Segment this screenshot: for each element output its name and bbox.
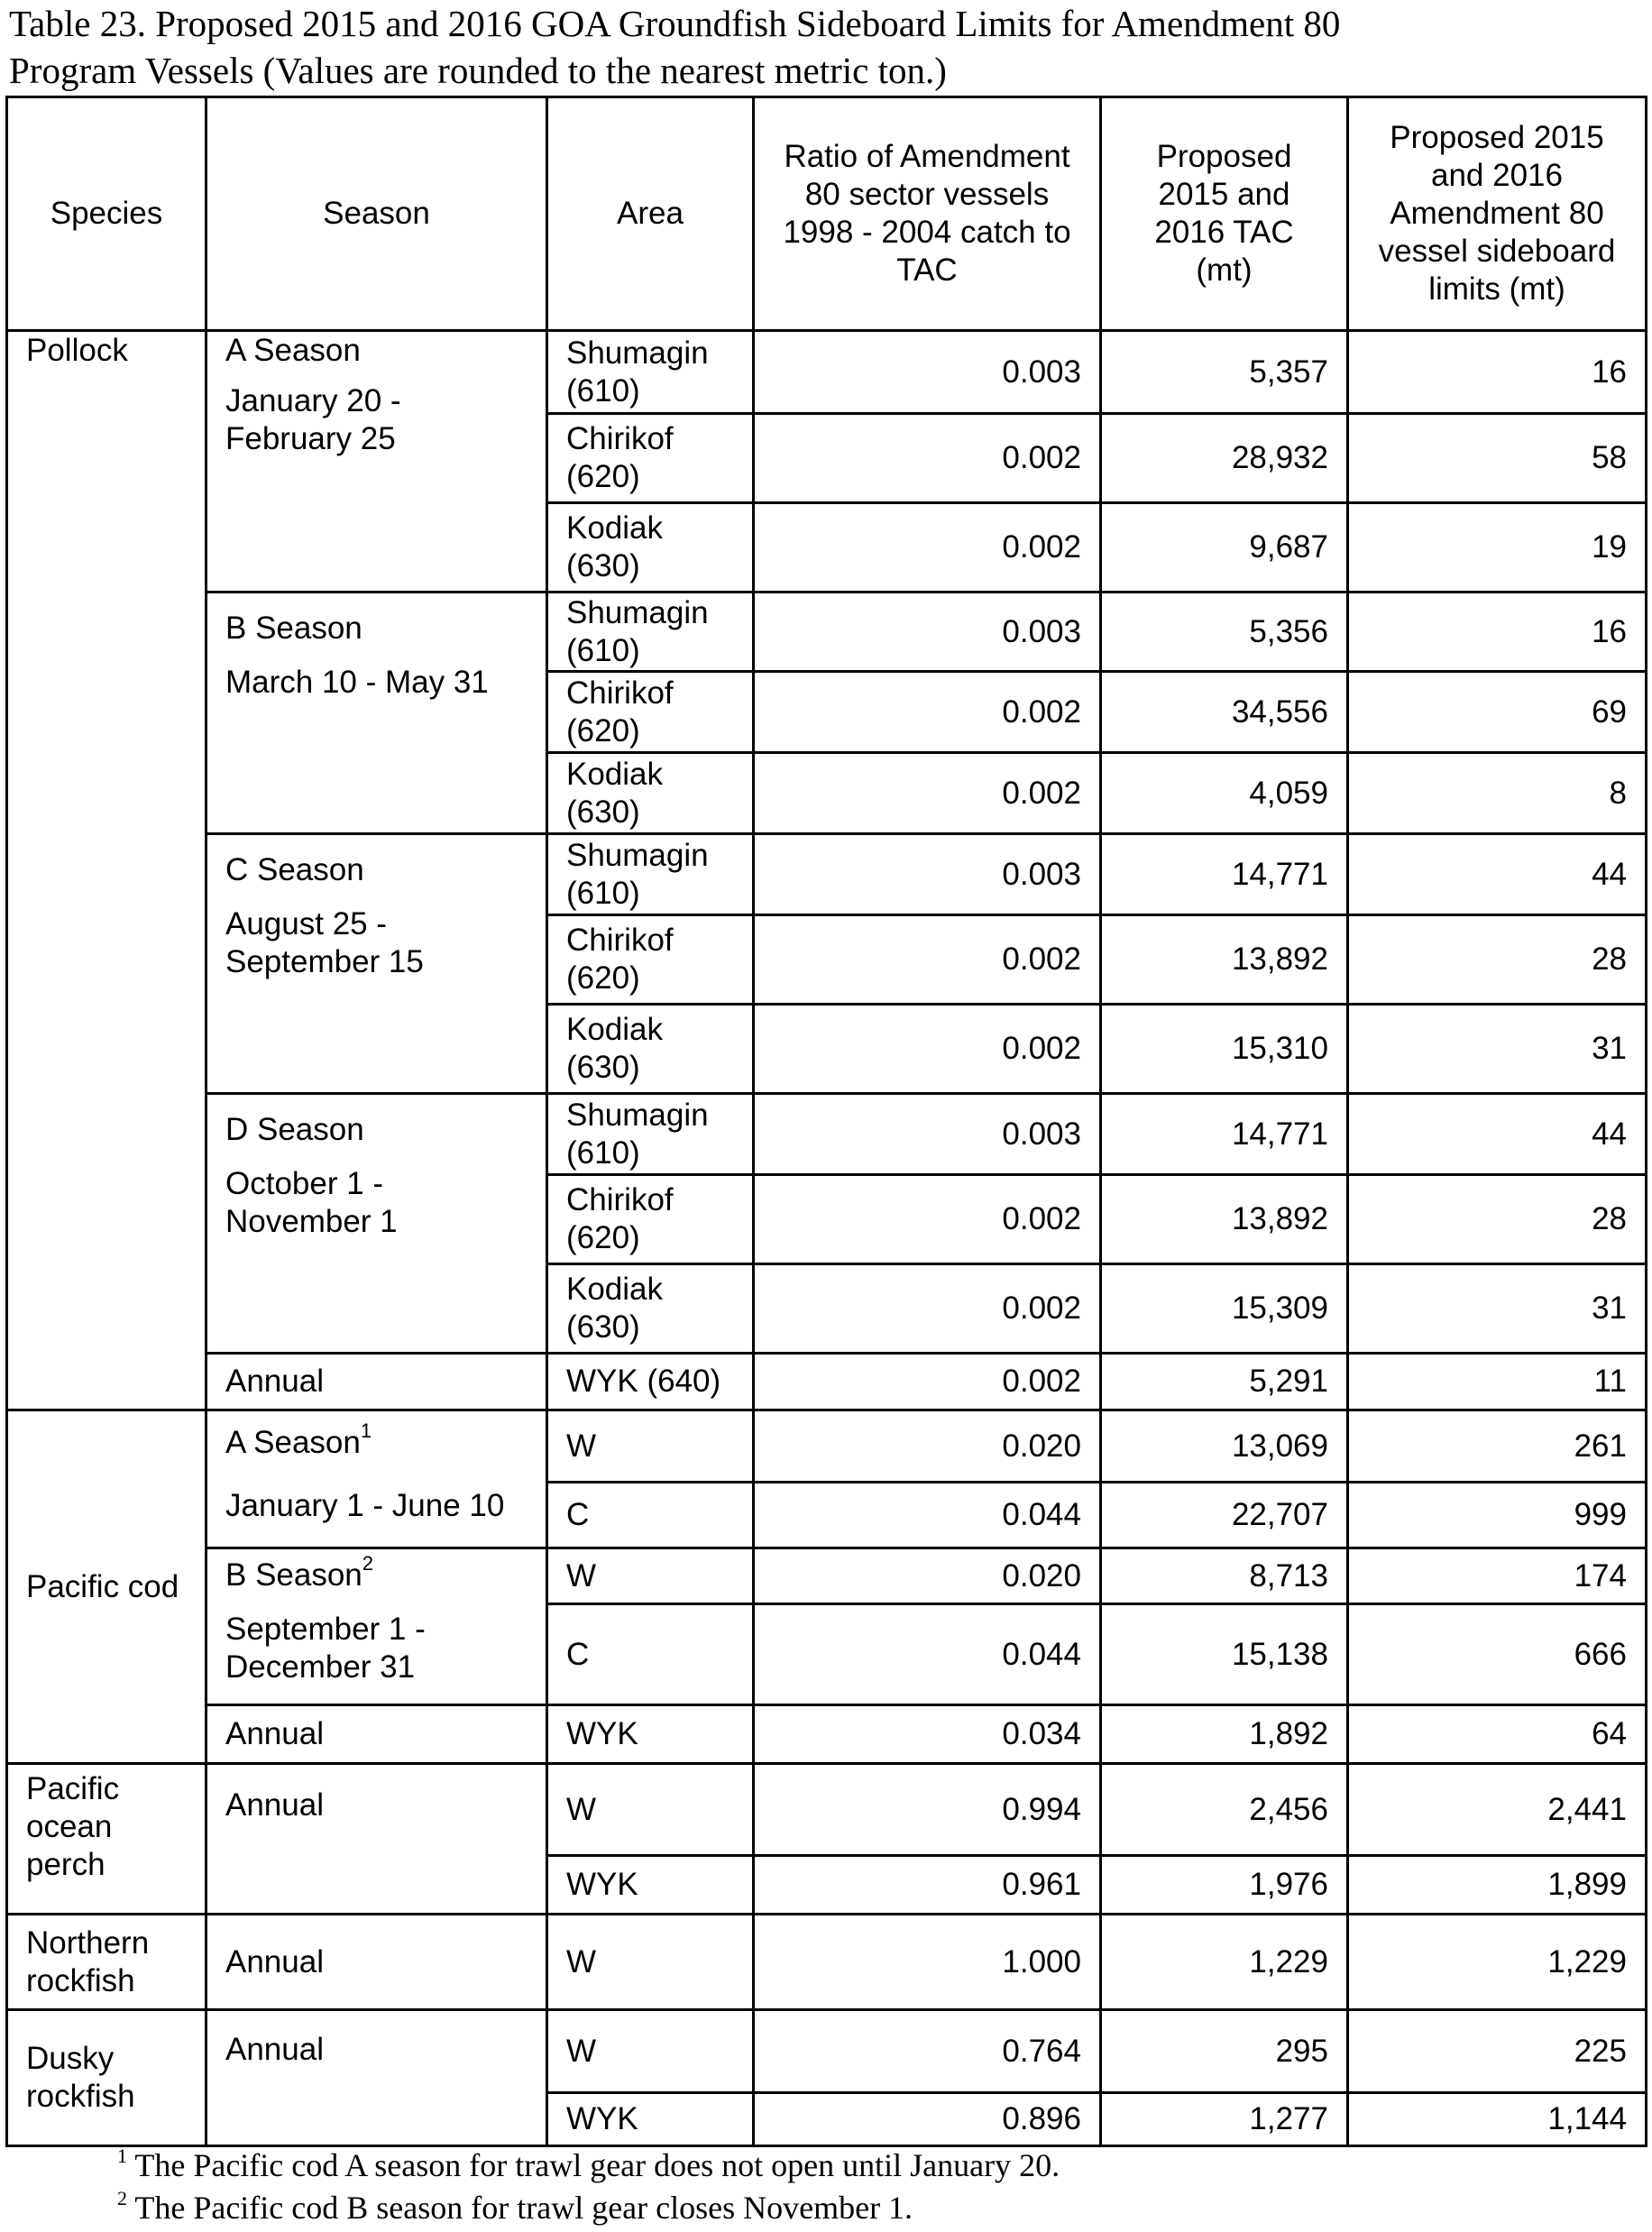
footnote-mark: 1 xyxy=(117,2145,127,2167)
ratio-cell: 0.896 xyxy=(754,2093,1101,2146)
area-cell: Shumagin (610) xyxy=(547,834,754,915)
footnote-text: The Pacific cod B season for trawl gear closes November 1. xyxy=(134,2190,913,2226)
sideboard-limits-table xyxy=(5,96,1647,2147)
season-cell: Annual xyxy=(206,1354,547,1410)
area-cell: Kodiak (630) xyxy=(547,1264,754,1354)
ratio-cell: 0.020 xyxy=(754,1548,1101,1604)
area-cell: WYK xyxy=(547,1856,754,1915)
tac-cell: 14,771 xyxy=(1101,1094,1348,1175)
tac-cell: 13,069 xyxy=(1101,1410,1348,1483)
ratio-cell: 0.994 xyxy=(754,1764,1101,1856)
season-dates: January 20 - February 25 xyxy=(225,383,401,456)
tac-cell: 4,059 xyxy=(1101,753,1348,834)
footnote-text: The Pacific cod A season for trawl gear does not open until January 20. xyxy=(134,2147,1060,2183)
season-cell: Annual xyxy=(206,1705,547,1764)
table-row xyxy=(7,2010,1647,2093)
area-cell: WYK xyxy=(547,2093,754,2146)
season-cell: Annual xyxy=(206,1915,547,2010)
area-cell: Kodiak (630) xyxy=(547,1005,754,1094)
limit-cell: 19 xyxy=(1348,503,1647,592)
header-row xyxy=(7,97,1647,331)
tac-cell: 15,310 xyxy=(1101,1005,1348,1094)
ratio-cell: 0.003 xyxy=(754,1094,1101,1175)
limit-cell: 28 xyxy=(1348,1175,1647,1264)
ratio-cell: 0.002 xyxy=(754,753,1101,834)
tac-cell: 9,687 xyxy=(1101,503,1348,592)
limit-cell: 28 xyxy=(1348,915,1647,1005)
limit-cell: 174 xyxy=(1348,1548,1647,1604)
header-season: Season xyxy=(206,97,547,331)
header-species: Species xyxy=(7,97,206,331)
season-cell xyxy=(206,1410,547,1548)
area-cell: W xyxy=(547,1548,754,1604)
season-dates: January 1 - June 10 xyxy=(225,1488,505,1523)
limit-cell: 1,229 xyxy=(1348,1915,1647,2010)
season-cell xyxy=(206,834,547,1094)
area-cell: W xyxy=(547,1764,754,1856)
tac-cell: 5,356 xyxy=(1101,592,1348,672)
tac-cell: 1,229 xyxy=(1101,1915,1348,2010)
season-cell xyxy=(206,1094,547,1354)
ratio-cell: 0.961 xyxy=(754,1856,1101,1915)
limit-cell: 2,441 xyxy=(1348,1764,1647,1856)
header-ratio: Ratio of Amendment 80 sector vessels 1998 - 2004 catch to TAC xyxy=(754,97,1101,331)
area-cell: W xyxy=(547,2010,754,2093)
caption-line-2: Program Vessels (Values are rounded to the nearest metric ton.) xyxy=(9,50,947,91)
season-cell xyxy=(206,331,547,592)
species-cell: Pacific cod xyxy=(7,1410,206,1764)
tac-cell: 15,138 xyxy=(1101,1604,1348,1705)
footnotes xyxy=(117,2145,1605,2229)
species-cell: Northern rockfish xyxy=(7,1915,206,2010)
area-cell: Kodiak (630) xyxy=(547,753,754,834)
footnote-mark: 2 xyxy=(362,1552,374,1575)
ratio-cell: 0.020 xyxy=(754,1410,1101,1483)
ratio-cell: 0.044 xyxy=(754,1604,1101,1705)
area-cell: Kodiak (630) xyxy=(547,503,754,592)
tac-cell: 15,309 xyxy=(1101,1264,1348,1354)
season-dates: August 25 - September 15 xyxy=(225,906,424,979)
limit-cell: 1,899 xyxy=(1348,1856,1647,1915)
season-cell: Annual xyxy=(206,1764,547,1915)
season-cell xyxy=(206,592,547,834)
ratio-cell: 1.000 xyxy=(754,1915,1101,2010)
limit-cell: 8 xyxy=(1348,753,1647,834)
ratio-cell: 0.002 xyxy=(754,503,1101,592)
tac-cell: 1,976 xyxy=(1101,1856,1348,1915)
limit-cell: 31 xyxy=(1348,1005,1647,1094)
header-limit: Proposed 2015 and 2016 Amendment 80 vessel sideboard limits (mt) xyxy=(1348,97,1647,331)
tac-cell: 5,291 xyxy=(1101,1354,1348,1410)
season-label-text: B Season xyxy=(225,1557,363,1593)
season-label xyxy=(225,1419,372,1460)
table-row xyxy=(7,1094,1647,1175)
ratio-cell: 0.002 xyxy=(754,1005,1101,1094)
ratio-cell: 0.003 xyxy=(754,331,1101,414)
season-label: B Season xyxy=(225,611,363,646)
season-cell: Annual xyxy=(206,2010,547,2146)
table-row xyxy=(7,1764,1647,1856)
limit-cell: 261 xyxy=(1348,1410,1647,1483)
ratio-cell: 0.003 xyxy=(754,592,1101,672)
tac-cell: 2,456 xyxy=(1101,1764,1348,1856)
limit-cell: 44 xyxy=(1348,834,1647,915)
season-label xyxy=(225,1552,374,1593)
ratio-cell: 0.002 xyxy=(754,414,1101,503)
table-caption xyxy=(9,0,1646,94)
footnote-2 xyxy=(117,2187,1605,2229)
limit-cell: 225 xyxy=(1348,2010,1647,2093)
header-tac: Proposed 2015 and 2016 TAC (mt) xyxy=(1101,97,1348,331)
limit-cell: 64 xyxy=(1348,1705,1647,1764)
tac-cell: 5,357 xyxy=(1101,331,1348,414)
table-row xyxy=(7,331,1647,414)
table-row xyxy=(7,834,1647,915)
season-label: C Season xyxy=(225,852,364,887)
table-row xyxy=(7,1410,1647,1483)
season-label: A Season xyxy=(225,333,361,368)
tac-cell: 22,707 xyxy=(1101,1483,1348,1548)
caption-line-1: Table 23. Proposed 2015 and 2016 GOA Groundfish Sideboard Limits for Amendment 80 xyxy=(9,3,1341,44)
limit-cell: 16 xyxy=(1348,331,1647,414)
area-cell: Chirikof (620) xyxy=(547,915,754,1005)
tac-cell: 28,932 xyxy=(1101,414,1348,503)
table-row xyxy=(7,1705,1647,1764)
area-cell: C xyxy=(547,1483,754,1548)
header-area: Area xyxy=(547,97,754,331)
footnote-mark: 1 xyxy=(360,1419,372,1443)
season-cell xyxy=(206,1548,547,1705)
species-cell: Pacific ocean perch xyxy=(7,1764,206,1915)
limit-cell: 44 xyxy=(1348,1094,1647,1175)
ratio-cell: 0.002 xyxy=(754,1354,1101,1410)
footnote-1 xyxy=(117,2145,1605,2187)
season-label: D Season xyxy=(225,1112,364,1147)
table-row xyxy=(7,1354,1647,1410)
tac-cell: 34,556 xyxy=(1101,672,1348,753)
area-cell: Shumagin (610) xyxy=(547,1094,754,1175)
table-row xyxy=(7,1915,1647,2010)
area-cell: C xyxy=(547,1604,754,1705)
area-cell: W xyxy=(547,1410,754,1483)
season-label-text: A Season xyxy=(225,1425,361,1460)
area-cell: W xyxy=(547,1915,754,2010)
tac-cell: 13,892 xyxy=(1101,1175,1348,1264)
ratio-cell: 0.002 xyxy=(754,1264,1101,1354)
footnote-mark: 2 xyxy=(117,2187,127,2209)
ratio-cell: 0.003 xyxy=(754,834,1101,915)
ratio-cell: 0.044 xyxy=(754,1483,1101,1548)
tac-cell: 1,892 xyxy=(1101,1705,1348,1764)
limit-cell: 1,144 xyxy=(1348,2093,1647,2146)
area-cell: Shumagin (610) xyxy=(547,331,754,414)
tac-cell: 14,771 xyxy=(1101,834,1348,915)
season-dates: September 1 - December 31 xyxy=(225,1612,426,1685)
season-dates: March 10 - May 31 xyxy=(225,665,489,700)
table-row xyxy=(7,1548,1647,1604)
limit-cell: 999 xyxy=(1348,1483,1647,1548)
ratio-cell: 0.002 xyxy=(754,915,1101,1005)
tac-cell: 13,892 xyxy=(1101,915,1348,1005)
area-cell: WYK xyxy=(547,1705,754,1764)
species-cell: Dusky rockfish xyxy=(7,2010,206,2146)
limit-cell: 69 xyxy=(1348,672,1647,753)
limit-cell: 58 xyxy=(1348,414,1647,503)
area-cell: Chirikof (620) xyxy=(547,1175,754,1264)
season-dates: October 1 - November 1 xyxy=(225,1166,398,1239)
table-row xyxy=(7,592,1647,672)
area-cell: WYK (640) xyxy=(547,1354,754,1410)
limit-cell: 31 xyxy=(1348,1264,1647,1354)
tac-cell: 295 xyxy=(1101,2010,1348,2093)
tac-cell: 8,713 xyxy=(1101,1548,1348,1604)
ratio-cell: 0.002 xyxy=(754,672,1101,753)
ratio-cell: 0.034 xyxy=(754,1705,1101,1764)
species-cell: Pollock xyxy=(7,331,206,1410)
area-cell: Chirikof (620) xyxy=(547,672,754,753)
area-cell: Shumagin (610) xyxy=(547,592,754,672)
limit-cell: 666 xyxy=(1348,1604,1647,1705)
area-cell: Chirikof (620) xyxy=(547,414,754,503)
limit-cell: 16 xyxy=(1348,592,1647,672)
tac-cell: 1,277 xyxy=(1101,2093,1348,2146)
ratio-cell: 0.764 xyxy=(754,2010,1101,2093)
limit-cell: 11 xyxy=(1348,1354,1647,1410)
ratio-cell: 0.002 xyxy=(754,1175,1101,1264)
